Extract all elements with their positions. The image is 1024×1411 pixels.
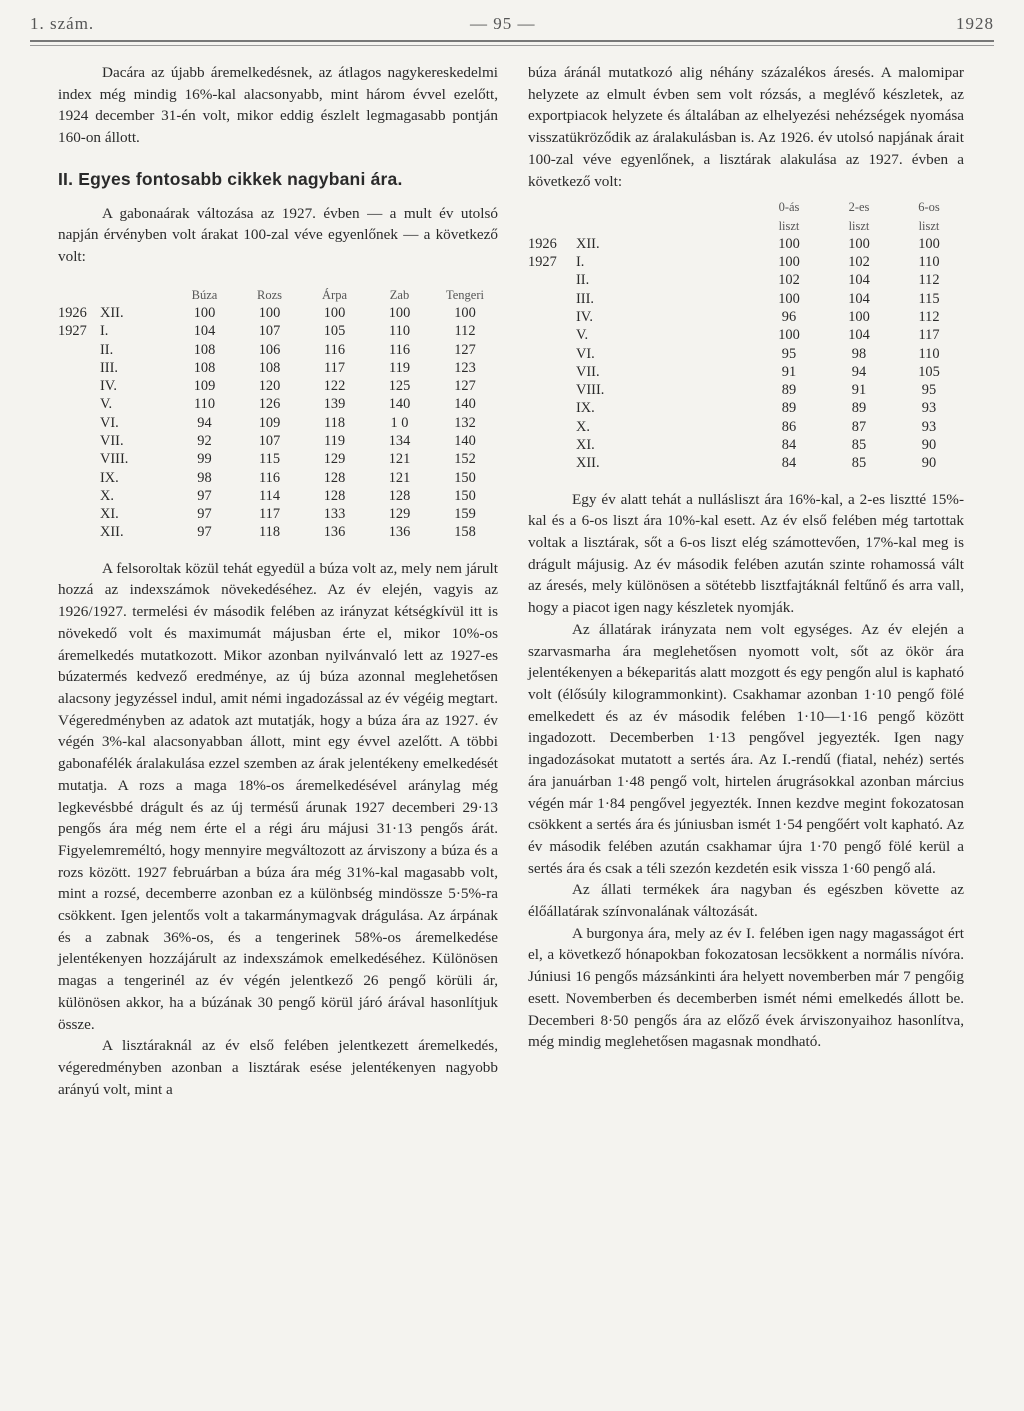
price-index-cell: 128 (323, 469, 346, 486)
table-row (58, 432, 498, 450)
row-month: XII. (576, 235, 600, 252)
price-index-cell: 100 (778, 254, 800, 271)
price-index-cell: 127 (454, 378, 476, 395)
price-index-cell: 127 (454, 341, 476, 358)
row-year: 1927 (58, 323, 87, 340)
price-index-cell: 100 (848, 235, 870, 252)
table-row (58, 395, 498, 413)
price-index-cell: 107 (258, 433, 281, 449)
row-year: 1926 (528, 235, 557, 252)
price-index-cell: 84 (781, 455, 797, 472)
col-header-flour-6: 6-os liszt (918, 200, 940, 233)
price-index-cell: 100 (778, 235, 800, 252)
price-index-cell: 85 (851, 437, 867, 454)
price-index-cell: 93 (921, 400, 937, 417)
row-year (58, 469, 100, 487)
row-year (528, 381, 576, 399)
price-index-cell: 104 (848, 272, 870, 289)
price-index-cell: 152 (454, 451, 476, 468)
row-year (58, 359, 100, 377)
price-index-cell: 140 (388, 396, 411, 413)
row-year (58, 341, 100, 359)
section-heading: II. Egyes fontosabb cikkek nagybani ára. (58, 168, 403, 189)
row-month: I. (100, 323, 109, 340)
year: 1928 (956, 14, 994, 33)
row-month: V. (576, 327, 589, 344)
row-month: XII. (576, 455, 600, 472)
grain-table-header-row (58, 286, 498, 304)
table-row (528, 290, 964, 308)
table-row (528, 381, 964, 399)
price-index-cell: 1 0 (390, 414, 409, 431)
price-index-cell: 89 (781, 400, 797, 417)
price-index-cell: 118 (258, 524, 281, 541)
table-row (528, 399, 964, 417)
price-index-cell: 100 (778, 327, 800, 344)
price-index-cell: 117 (258, 506, 281, 523)
table-row (58, 414, 498, 432)
table-row (58, 322, 498, 340)
price-index-cell: 89 (781, 382, 797, 399)
row-month: X. (576, 418, 590, 435)
price-index-cell: 128 (388, 487, 411, 504)
price-index-cell: 121 (388, 451, 411, 468)
price-index-cell: 123 (454, 359, 476, 376)
flour-table-header-row (528, 198, 964, 235)
price-index-cell: 109 (258, 414, 281, 431)
row-year (528, 363, 576, 381)
row-month: VI. (100, 414, 119, 431)
flour-summary-paragraph: Egy év alatt tehát a nullásliszt ára 16%-kal, a 2-es lisztté 15%-kal és a 6-os liszt ára 10%-kal esett. Az év első felében még tartottak voltak a lisztárak, sőt a 6-os liszt elég számottevően, 17%-kal meg is drágult májusig. Az év második felében azután szinte rohamossá vált az áresés, mely különösen a sötétebb lisztfajtáknál feltűnő és arra vall, hogy a piacot igen nagy készletek nyomják. (528, 490, 964, 617)
price-index-cell: 87 (851, 418, 867, 435)
row-year (58, 414, 100, 432)
grain-intro-paragraph: A gabonaárak változása az 1927. évben — a mult év utolsó napján érvényben volt árakat 100-zal véve egyenlőnek — a következő volt: (58, 204, 498, 265)
price-index-cell: 110 (388, 323, 411, 340)
issue-number: 1. szám. (30, 14, 95, 33)
page-header (30, 6, 994, 42)
row-month: XI. (576, 437, 595, 454)
price-index-cell: 134 (388, 433, 411, 449)
row-month: II. (576, 272, 590, 289)
price-index-cell: 129 (388, 506, 411, 523)
row-year (528, 345, 576, 363)
potato-paragraph: A burgonya ára, mely az év I. felében igen nagy magasságot ért el, a következő hónapokban fokozatosan lecsökkent a normális nívóra. Júniusi 16 pengős mázsánkinti ára helyett novemberben már 7 pengőig esett. Novemberben és decemberben ismét némi emelkedés állott be. Decemberi 8·50 pengős ára az előző évek árviszonyaihoz hasonlítva, még mindig meglehetősen magasnak mondható. (528, 924, 964, 1051)
intro-paragraph: Dacára az újabb áremelkedésnek, az átlagos nagykereskedelmi index még mindig 16%-kal alacsonyabb, mint három évvel ezelőtt, 1924 december 31-én volt, mikor eddig észlelt legmagasabb pontján 160-on állott. (58, 64, 498, 147)
table-row (58, 469, 498, 487)
price-index-cell: 84 (781, 437, 797, 454)
price-index-cell: 91 (781, 363, 797, 380)
price-index-cell: 133 (323, 506, 346, 523)
row-month: III. (576, 290, 594, 307)
row-month: II. (100, 341, 114, 358)
table-row (528, 326, 964, 344)
row-year (58, 523, 100, 541)
table-row (528, 418, 964, 436)
table-row (528, 308, 964, 326)
col-header-rye: Rozs (257, 287, 282, 302)
price-index-cell: 104 (848, 327, 870, 344)
row-month: XI. (100, 506, 119, 523)
price-index-cell: 96 (781, 309, 797, 325)
row-year (528, 271, 576, 289)
price-index-cell: 117 (323, 359, 346, 376)
price-index-cell: 140 (454, 396, 476, 413)
row-year (58, 450, 100, 468)
price-index-cell: 92 (197, 433, 212, 449)
price-index-cell: 105 (918, 363, 940, 380)
price-index-cell: 107 (258, 323, 281, 340)
row-month: IV. (100, 378, 117, 395)
wheat-analysis-paragraph: A felsoroltak közül tehát egyedül a búza volt az, mely nem járult hozzá az indexszámok növekedéséhez. Az év elején, vagyis az 1926/1927. termelési év második felében az irányzat kétségkívül itt is növekedő volt és maximumát májusban érte el, mikor 10%-os áremelkedés mutatkozott. Mikor azonban nyilvánvaló lett az 1927-es búzatermés kedvező eredménye, az új búza azonnal meglehetősen alacsony jegyzéssel indul, amit némi ingadozással az év végéig megtart. Végeredményben az adatok azt mutatják, hogy a búza ára az 1927. év végén 3%-kal alacsonyabban állott, mint egy évvel azelőtt. A többi gabonafélék áralakulása ezzel szemben az árak jelentékeny emelkedését mutatja. A rozs a maga 18%-os áremelkedésével aránylag még legkevésbbé drágult és az új termésű árunak 1927 decemberi 29·13 pengős ára még nem érte el a régi áru májusi 31·13 pengős árát. Figyelemreméltó, hogy mennyire megváltozott az árviszony a búza és a rozs között. 1927 februárban a búza ára még 31%-kal magasabb volt, mint a rozsé, decemberre azonban ez a különbség mindössze 5·5%-ra csökkent. Igen jelentős volt a takarmánymagvak drágulása. Az árpának és a zabnak 36%-os, és a tengerinek 58%-os áremelkedése jelentékenyen hozzájárult az indexszámok emelkedéséhez. Különösen magas a tengerinél az év végén jelentkező 26 pengő körüli ár, különösen akkor, ha a búzának 30 pengő körül járó árával hasonlítjuk össze. (58, 559, 498, 1033)
price-index-cell: 100 (778, 290, 800, 307)
table-row (528, 436, 964, 454)
table-row (528, 253, 964, 271)
row-month: XII. (100, 304, 124, 321)
row-year (58, 377, 100, 395)
price-index-cell: 159 (454, 506, 476, 523)
price-index-cell: 100 (323, 304, 346, 321)
price-index-cell: 100 (918, 235, 940, 252)
price-index-cell: 110 (918, 254, 940, 271)
price-index-cell: 98 (851, 345, 867, 362)
price-index-cell: 100 (454, 304, 476, 321)
price-index-cell: 95 (781, 345, 797, 362)
price-index-cell: 112 (918, 309, 940, 325)
price-index-cell: 99 (197, 451, 212, 468)
price-index-cell: 106 (258, 341, 281, 358)
table-row (528, 271, 964, 289)
price-index-cell: 112 (454, 323, 476, 340)
price-index-cell: 114 (258, 487, 281, 504)
row-year (528, 308, 576, 326)
price-index-cell: 140 (454, 433, 476, 449)
row-year (58, 395, 100, 413)
price-index-cell: 108 (193, 359, 216, 376)
price-index-cell: 117 (918, 327, 940, 344)
price-index-cell: 129 (323, 451, 346, 468)
table-row (528, 454, 964, 472)
livestock-paragraph: Az állatárak irányzata nem volt egységes. Az év elején a szarvasmarha ára meglehetősen nyomott volt, sőt az ökör ára jelentékenyen a békeparitás alatt mozgott és egy pengőn alul is kapható volt (élősúly kilogrammonkint). Csakhamar azonban 1·10 pengő fölé emelkedett és az év második felében 1·10—1·16 pengő között ingadozott. Decemberben 1·13 pengővel jegyezték. Igen nagy ingadozásokat mutatott a sertés ára. Az I.-rendű (fiatal, nehéz) sertés ára januárban 1·48 pengő volt, hirtelen árugrásokkal azonban március végén már 1·84 pengővel jegyezték. Innen kezdve megint fokozatosan csökkent a sertés ára és júniusban ismét 1·54 pengőért volt kapható. Az év második felében azután csakhamar újra 1·70 pengő fölé kerül a sertés ára és csak a téli szezón kezdetén esik vissza 1·60 pengő alá. (528, 620, 964, 877)
row-year (58, 487, 100, 505)
row-month: IX. (576, 400, 595, 417)
row-year (528, 454, 576, 472)
row-year (58, 432, 100, 450)
price-index-cell: 122 (323, 378, 346, 395)
row-month: VII. (576, 363, 600, 380)
flour-price-table (528, 198, 964, 472)
col-header-flour-0: 0-ás liszt (778, 200, 800, 233)
price-index-cell: 102 (778, 272, 800, 289)
price-index-cell: 125 (388, 378, 411, 395)
grain-price-table (58, 286, 498, 542)
row-month: VII. (100, 433, 124, 449)
flour-intro-paragraph: A lisztáraknál az év első felében jelentkezett áremelkedés, végeredményben azonban a lisztárak esése jelentékenyen nagyobb arányú volt, mint a (58, 1037, 498, 1098)
price-index-cell: 104 (193, 323, 216, 340)
col-header-flour-2: 2-es liszt (848, 200, 870, 233)
row-year (528, 418, 576, 436)
price-index-cell: 97 (197, 524, 212, 541)
price-index-cell: 109 (193, 378, 216, 395)
row-year (528, 326, 576, 344)
price-index-cell: 91 (851, 382, 867, 399)
table-row (528, 363, 964, 381)
row-month: VI. (576, 345, 595, 362)
col-header-wheat: Búza (191, 287, 218, 302)
left-column (58, 62, 498, 1100)
table-row (58, 523, 498, 541)
price-index-cell: 93 (921, 418, 937, 435)
price-index-cell: 126 (258, 396, 281, 413)
price-index-cell: 116 (258, 469, 281, 486)
price-index-cell: 98 (197, 469, 212, 486)
table-row (58, 450, 498, 468)
price-index-cell: 115 (918, 290, 940, 307)
table-row (528, 235, 964, 253)
table-row (58, 341, 498, 359)
price-index-cell: 120 (258, 378, 281, 395)
col-header-maize: Tengeri (446, 287, 484, 302)
price-index-cell: 119 (323, 433, 346, 449)
table-row (58, 505, 498, 523)
price-index-cell: 116 (388, 341, 411, 358)
row-year: 1926 (58, 304, 87, 321)
price-index-cell: 95 (921, 382, 937, 399)
row-month: III. (100, 359, 118, 376)
price-index-cell: 132 (454, 414, 476, 431)
row-year (58, 505, 100, 523)
price-index-cell: 100 (848, 309, 870, 325)
row-month: VIII. (576, 382, 605, 399)
price-index-cell: 100 (258, 304, 281, 321)
row-month: IX. (100, 469, 119, 486)
price-index-cell: 85 (851, 455, 867, 472)
row-month: VIII. (100, 451, 129, 468)
row-year (528, 399, 576, 417)
price-index-cell: 139 (323, 396, 346, 413)
row-year (528, 436, 576, 454)
price-index-cell: 94 (851, 363, 867, 380)
price-index-cell: 97 (197, 506, 212, 523)
row-year (528, 290, 576, 308)
price-index-cell: 97 (197, 487, 212, 504)
row-month: IV. (576, 309, 593, 325)
table-row (58, 487, 498, 505)
price-index-cell: 110 (193, 396, 216, 413)
price-index-cell: 158 (454, 524, 476, 541)
header-rule (30, 40, 994, 42)
price-index-cell: 89 (851, 400, 867, 417)
price-index-cell: 119 (388, 359, 411, 376)
price-index-cell: 104 (848, 290, 870, 307)
price-index-cell: 105 (323, 323, 346, 340)
price-index-cell: 100 (193, 304, 216, 321)
price-index-cell: 118 (323, 414, 346, 431)
price-index-cell: 112 (918, 272, 940, 289)
price-index-cell: 90 (921, 455, 937, 472)
price-index-cell: 90 (921, 437, 937, 454)
table-row (58, 304, 498, 322)
row-month: V. (100, 396, 113, 413)
price-index-cell: 150 (454, 487, 476, 504)
row-month: I. (576, 254, 585, 271)
price-index-cell: 100 (388, 304, 411, 321)
price-index-cell: 115 (258, 451, 281, 468)
page-number: — 95 — (470, 14, 536, 33)
price-index-cell: 108 (193, 341, 216, 358)
header-rule-thin (30, 45, 994, 46)
row-month: XII. (100, 524, 124, 541)
col-header-oats: Zab (389, 287, 410, 302)
price-index-cell: 150 (454, 469, 476, 486)
table-row (58, 359, 498, 377)
price-index-cell: 136 (388, 524, 411, 541)
price-index-cell: 108 (258, 359, 281, 376)
flour-continuation-paragraph: búza áránál mutatkozó alig néhány százalékos áresés. A malomipar helyzete az elmult évben sem volt rózsás, a meglévő készletek, az exportpiacok helyzete és általában az elhelyezési nehézségek nyomása visszatükröződik az áralakulásban is. Az 1926. év utolsó napjának árait 100-zal véve egyenlőnek, a lisztárak alakulása az 1927. évben a következő volt: (528, 64, 964, 190)
price-index-cell: 102 (848, 254, 870, 271)
table-row (58, 377, 498, 395)
row-year: 1927 (528, 254, 557, 271)
price-index-cell: 94 (197, 414, 212, 431)
right-column (528, 62, 964, 1053)
price-index-cell: 86 (781, 418, 797, 435)
col-header-barley: Árpa (322, 287, 347, 302)
price-index-cell: 136 (323, 524, 346, 541)
animal-products-paragraph: Az állati termékek ára nagyban és egészben követte az élőállatárak színvonalának változását. (528, 881, 964, 921)
price-index-cell: 121 (388, 469, 411, 486)
price-index-cell: 110 (918, 345, 940, 362)
price-index-cell: 116 (323, 341, 346, 358)
table-row (528, 345, 964, 363)
row-month: X. (100, 487, 114, 504)
price-index-cell: 128 (323, 487, 346, 504)
